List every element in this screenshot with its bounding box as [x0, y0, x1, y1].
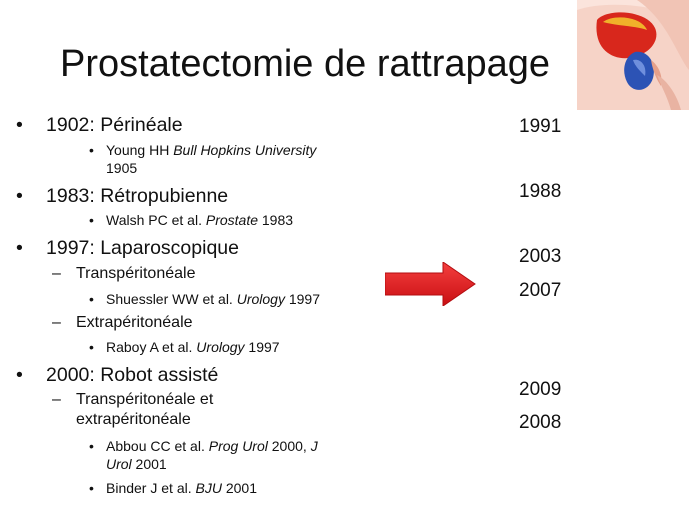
ref-author: Raboy A et al. — [106, 339, 197, 355]
item-text: Transpéritonéale — [76, 265, 196, 282]
sub-item-transperitoneale — [52, 264, 196, 284]
item-text: Extrapéritonéale — [76, 314, 193, 331]
outline-item-laparoscopique — [16, 236, 239, 260]
dash-icon: – — [52, 391, 61, 408]
item-text: 1983: Rétropubienne — [46, 185, 229, 207]
right-arrow-icon — [385, 262, 477, 306]
outline-item-robot-assiste — [16, 363, 219, 387]
ref-author: Binder J et al. — [106, 480, 196, 496]
bullet-icon: • — [89, 291, 94, 307]
year-2007: 2007 — [519, 280, 562, 301]
bullet-icon: • — [89, 142, 94, 158]
item-text: 1997: Laparoscopique — [46, 237, 239, 259]
ref-year: 1905 — [106, 160, 138, 176]
reference-young — [89, 141, 317, 177]
ref-year: 2001 — [221, 480, 257, 496]
ref-year: 1983 — [258, 212, 294, 228]
slide-title: Prostatectomie de rattrapage — [60, 43, 551, 85]
reference-binder — [89, 479, 257, 497]
ref-journal: BJU — [195, 480, 222, 496]
ref-journal: Urology — [236, 291, 285, 307]
bullet-icon: • — [16, 114, 23, 136]
ref-author: Walsh PC et al. — [106, 212, 206, 228]
year-2009: 2009 — [519, 379, 562, 400]
reference-walsh — [89, 211, 294, 229]
ref-year-2: 2001 — [131, 456, 167, 472]
year-2008: 2008 — [519, 412, 562, 433]
ref-journal-2-cont: Urol — [106, 456, 132, 472]
reference-raboy — [89, 338, 280, 356]
bullet-icon: • — [16, 364, 23, 386]
ref-journal: Prostate — [205, 212, 258, 228]
year-1991: 1991 — [519, 116, 562, 137]
ref-author: Abbou CC et al. — [106, 438, 209, 454]
bullet-icon: • — [89, 212, 94, 228]
ref-author: Shuessler WW et al. — [106, 291, 237, 307]
ref-journal: Bull Hopkins University — [173, 142, 317, 158]
sub-item-trans-extraperitoneale — [52, 390, 214, 430]
year-2003: 2003 — [519, 246, 562, 267]
ref-journal: Urology — [196, 339, 245, 355]
ref-year: 2000, — [267, 438, 311, 454]
item-text: Transpéritonéale et — [76, 391, 214, 408]
bullet-icon: • — [89, 480, 94, 496]
reference-shuessler — [89, 290, 320, 308]
item-text: 1902: Périnéale — [46, 114, 183, 136]
dash-icon: – — [52, 314, 61, 331]
outline-item-perineale — [16, 113, 183, 137]
bullet-icon: • — [16, 237, 23, 259]
ref-journal-2: J — [310, 438, 318, 454]
ref-journal: Prog Urol — [208, 438, 268, 454]
outline-item-retropubienne — [16, 184, 229, 208]
ref-year: 1997 — [284, 291, 320, 307]
sub-item-extraperitoneale — [52, 313, 193, 333]
bullet-icon: • — [89, 339, 94, 355]
bullet-icon: • — [89, 438, 94, 454]
dash-icon: – — [52, 265, 61, 282]
prostate-anatomy-illustration — [577, 0, 689, 110]
item-text: 2000: Robot assisté — [46, 364, 219, 386]
ref-year: 1997 — [244, 339, 280, 355]
bullet-icon: • — [16, 185, 23, 207]
year-1988: 1988 — [519, 181, 562, 202]
item-text-line2: extrapéritonéale — [76, 411, 191, 428]
reference-abbou — [89, 437, 318, 473]
ref-author: Young HH — [106, 142, 174, 158]
